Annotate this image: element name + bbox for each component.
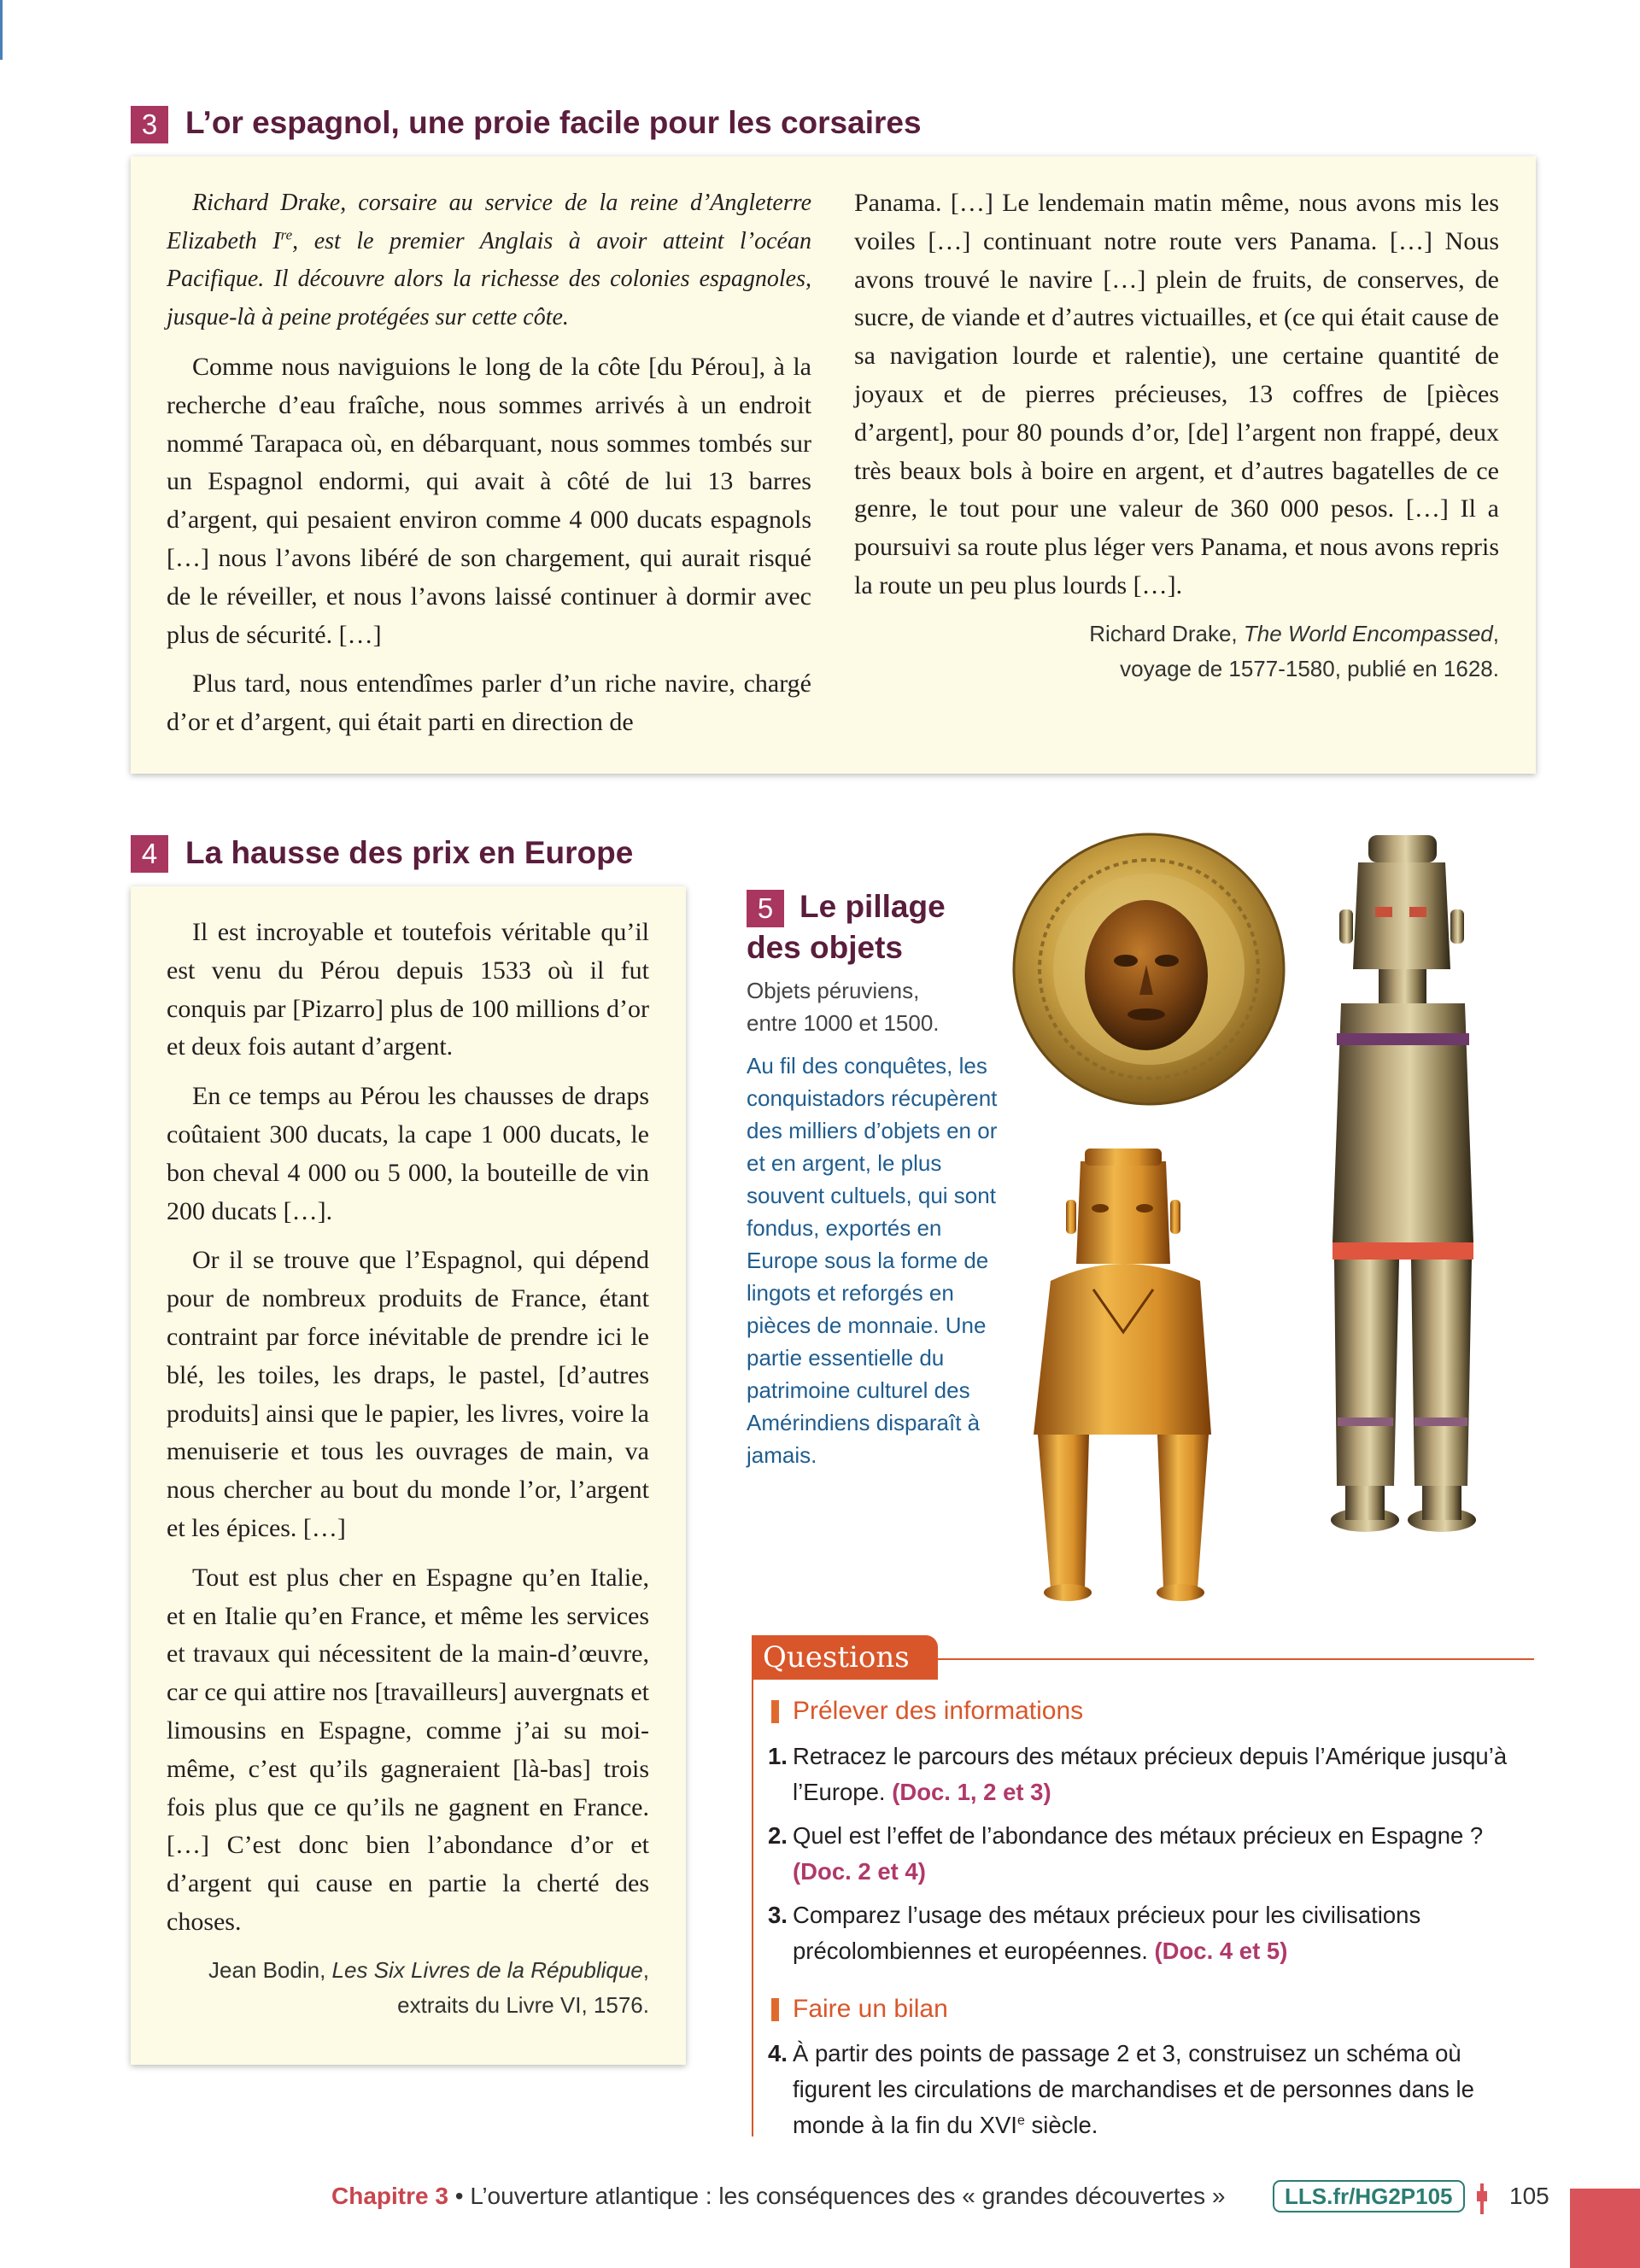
doc4-paragraph-4: Tout est plus cher en Espagne qu’en Italie, et en Italie qu’en France, et même les services et travaux qui nécessitent de la main-d’œuvre, car ce qui attire nos [travailleurs] auvergnats et limousins en Espagne, comme j’ai su moi-même, c’est qu’ils gagneraient [là-bas] trois fois plus que ce qu’ils ne gagnent en France. […] C’est donc bien l’abondance d’or et d’argent qui cause en partie la cherté des choses. — [167, 1563, 649, 1936]
page-edge-mark — [0, 0, 3, 60]
question-1: 1. Retracez le parcours des métaux précieux depuis l’Amérique jusqu’à l’Europe. (Doc. 1, 2 et 3) — [768, 1743, 1508, 1805]
doc3-right-column — [854, 184, 1499, 687]
footer-link[interactable]: LLS.fr/HG2P105 — [1273, 2180, 1465, 2212]
question-3: 3. Comparez l’usage des métaux précieux pour les civilisations précolombiennes et européennes. (Doc. 4 et 5) — [768, 1902, 1421, 1964]
section2-marker — [771, 1998, 779, 2021]
section2-title: Faire un bilan — [793, 1995, 948, 2023]
footer-chapter-line: Chapitre 3 • L’ouverture atlantique : les conséquences des « grandes découvertes » — [331, 2183, 1226, 2209]
doc5-caption: Objets péruviens, entre 1000 et 1500. — [747, 978, 940, 1036]
question-4: 4. À partir des points de passage 2 et 3, construisez un schéma où figurent les circulations de marchandises et de personnes dans le monde à la fin du XVIe siècle. — [768, 2040, 1474, 2138]
doc4-paragraph-3: Or il se trouve que l’Espagnol, qui dépend pour de nombreux produits de France, étant contraint par force inévitable de prendre ici le blé, les toiles, les draps, le pastel, [d’autres produits] ainsi que le papier, les livres, voire la menuiserie et tous les ouvrages de main, va nous chercher au bout du monde l’or, l’argent et les épices. […] — [167, 1246, 649, 1542]
questions-heading-rule — [938, 1658, 1534, 1660]
doc4-title: La hausse des prix en Europe — [185, 835, 634, 870]
section1-title: Prélever des informations — [793, 1697, 1084, 1725]
gold-disc-mask — [1014, 834, 1284, 1104]
doc4-paragraph-2: En ce temps au Pérou les chausses de draps coûtaient 300 ducats, la cape 1 000 ducats, le bon cheval 4 000 ou 5 000, la bouteille de vin 200 ducats […]. — [167, 1082, 649, 1225]
questions-heading: Questions — [763, 1640, 910, 1675]
doc5-number-badge: 5 — [747, 890, 784, 927]
doc4-paragraph-1: Il est incroyable et toutefois véritable qu’il est venu du Pérou depuis 1533 où il fut conquis par [Pizarro] plus de 100 millions d’or et deux fois autant d’argent. — [167, 918, 649, 1061]
doc5-description: Au fil des conquêtes, les conquistadors récupèrent des milliers d’objets en or et en argent, le plus souvent cultuels, qui sont fondus, exportés en Europe sous la forme de lingots et reforgés en pièces de monnaie. Une partie essentielle du patrimoine culturel des Amérindiens disparaît à jamais. — [747, 1053, 998, 1468]
gold-seated-figure — [1034, 1149, 1211, 1601]
footer-separator-square — [1477, 2191, 1487, 2201]
silver-standing-figure — [1331, 835, 1476, 1532]
doc3-left-column — [167, 184, 811, 753]
doc3-paragraph-3: Panama. […] Le lendemain matin même, nous avons mis les voiles […] continuant notre route vers Panama. […] Nous avons trouvé le navire […] plein de fruits, de conserves, de sucre, de viande et d’autres victuailles, et (ce qui était cause de sa navigation lourde et ralentie), une certaine quantité de joyaux et de pierres précieuses, 13 coffres de [pièces d’argent], pour 80 pounds d’or, [de] l’argent non frappé, deux très beaux bols à boire en argent, et d’autres bagatelles de ce genre, le tout pour une valeur de 360 000 pesos. […] Il a poursuivi sa route plus léger vers Panama, et nous avons repris la route un peu plus lourds […]. — [854, 189, 1499, 599]
section1-marker — [771, 1700, 779, 1723]
doc3-intro: Richard Drake, corsaire au service de la reine d’Angleterre Elizabeth Ire, est le premier Anglais à avoir atteint l’océan Pacifique. Il découvre alors la richesse des colonies espagnoles, jusque-là à peine protégées sur cette côte. — [167, 190, 811, 330]
doc3-title: L’or espagnol, une proie facile pour les corsaires — [185, 105, 922, 140]
doc5-title-line1: Le pillage — [800, 889, 946, 924]
question-2: 2. Quel est l’effet de l’abondance des métaux précieux en Espagne ? (Doc. 2 et 4) — [768, 1822, 1484, 1885]
peruvian-gold-objects-image — [999, 820, 1503, 1618]
questions-left-rule — [752, 1680, 753, 2136]
doc4-column — [167, 914, 649, 2023]
doc3-number-badge: 3 — [131, 106, 168, 143]
doc3-paragraph-2: Plus tard, nous entendîmes parler d’un riche navire, chargé d’or et d’argent, qui était parti en direction de — [167, 669, 811, 737]
page-number: 105 — [1509, 2183, 1549, 2209]
doc3-source-credit: Richard Drake, The World Encompassed, voyage de 1577-1580, publié en 1628. — [1089, 620, 1499, 681]
doc3-paragraph-1: Comme nous naviguions le long de la côte [du Pérou], à la recherche d’eau fraîche, nous sommes arrivés à un endroit nommé Tarapaca où, en débarquant, nous sommes tombés sur un Espagnol endormi, qui avait à côté de lui 13 barres d’argent, qui pesaient environ comme 4 000 ducats espagnols […] nous l’avons libéré de son chargement, qui aurait risqué de le réveiller, et nous l’avons laissé continuer à dormir avec plus de sécurité. […] — [167, 353, 811, 649]
footer-chapter-label: Chapitre 3 — [331, 2183, 448, 2209]
doc4-number-badge: 4 — [131, 835, 168, 873]
footer-chapter-title: L’ouverture atlantique : les conséquences des « grandes découvertes » — [470, 2183, 1226, 2209]
doc4-source-credit: Jean Bodin, Les Six Livres de la République, extraits du Livre VI, 1576. — [208, 1956, 649, 2018]
footer-corner-tab — [1570, 2189, 1640, 2268]
doc5-title-line2: des objets — [747, 930, 903, 965]
